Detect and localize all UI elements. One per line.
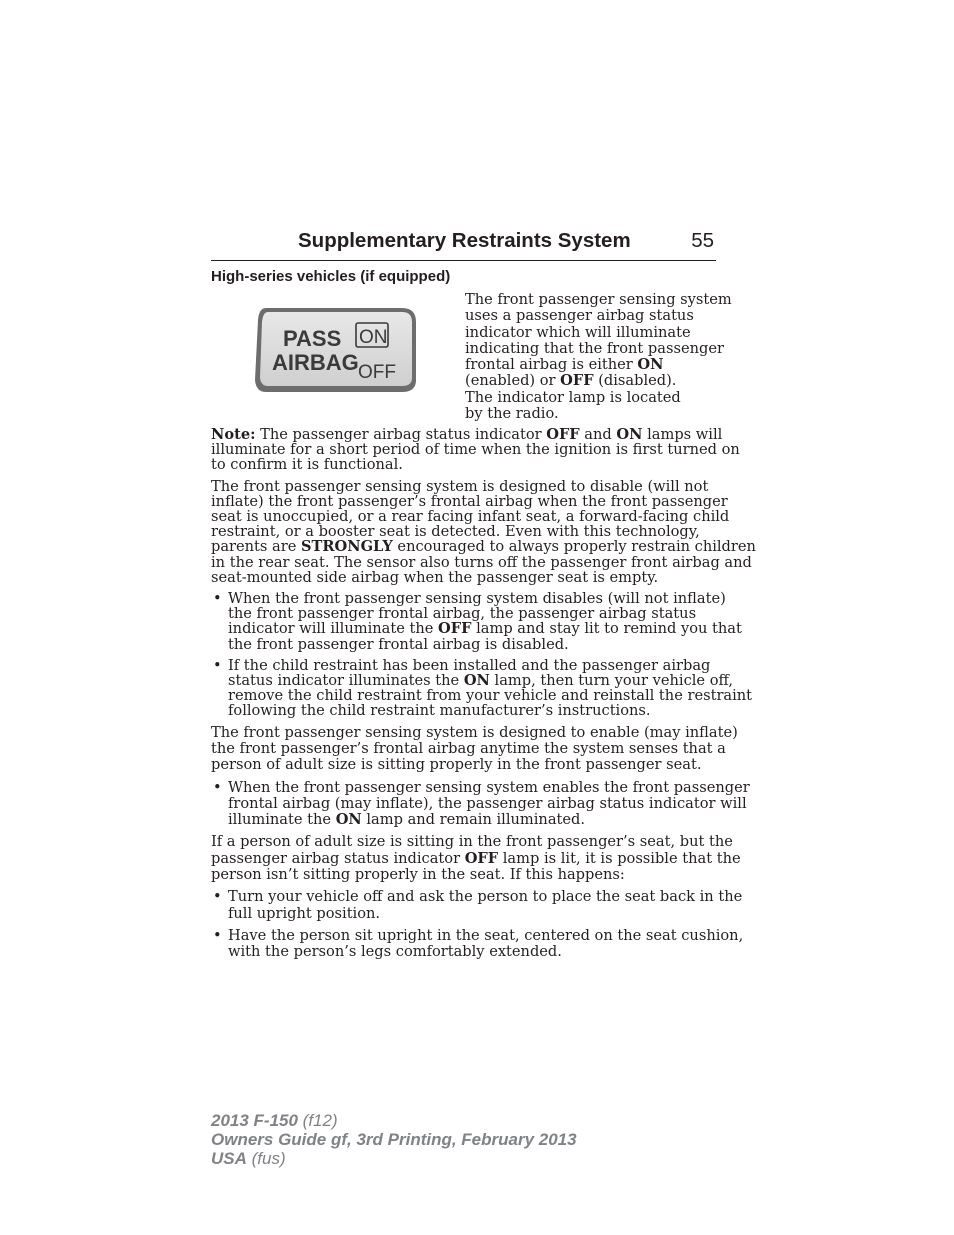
bullet-icon: • xyxy=(213,926,222,944)
bullet-icon: • xyxy=(213,888,222,906)
list-item: • Turn your vehicle off and ask the person to place the seat back in the full upright position. xyxy=(213,888,743,922)
on-term: ON xyxy=(637,356,664,374)
text-line: by the radio. xyxy=(465,405,559,423)
list-item: • If the child restraint has been installed and the passenger airbag status indicator illuminates the ON lamp, then turn your vehicle off, remove the child restraint from your vehicle and reinstall the restraint following the child restraint manufacturer’s instructions. xyxy=(213,656,753,720)
footer-market-line: USA (fus) xyxy=(211,1149,286,1168)
page-number: 55 xyxy=(691,229,714,252)
text-line: frontal airbag is either ON xyxy=(465,356,664,374)
text-line: indicator which will illuminate xyxy=(465,323,691,341)
on-label: ON xyxy=(359,327,388,348)
strongly-term: STRONGLY xyxy=(301,538,393,556)
note-paragraph: Note: The passenger airbag status indicator OFF and ON lamps will illuminate for a short period of time when the ignition is first turned on to confirm it is functional. xyxy=(211,426,740,474)
airbag-label: AIRBAG xyxy=(272,350,359,375)
text-line: (enabled) or OFF (disabled). xyxy=(465,372,677,390)
bullet-icon: • xyxy=(213,656,222,674)
note-label: Note: xyxy=(211,426,256,443)
body-text xyxy=(211,426,756,967)
footer-edition-line: Owners Guide gf, 3rd Printing, February 2013 xyxy=(211,1130,577,1149)
page-header xyxy=(211,229,716,261)
bullet-icon: • xyxy=(213,778,222,796)
text-line: The front passenger sensing system xyxy=(465,291,732,308)
pass-label: PASS xyxy=(283,326,342,351)
bullet-icon: • xyxy=(213,590,222,608)
text-line: The indicator lamp is located xyxy=(465,388,681,406)
text-line: uses a passenger airbag status xyxy=(465,307,694,325)
paragraph: The front passenger sensing system is designed to disable (will not inflate) the front passenger’s frontal airbag when the front passenger seat is unoccupied, or a rear facing infant seat, a forward-facing child restraint, or a booster seat is detected. Even with this technology, parents are STRONGLY encouraged to always properly restrain children in the rear seat. The sensor also turns off the passenger front airbag and seat-mounted side airbag when the passenger seat is empty. xyxy=(211,477,756,586)
text-line: indicating that the front passenger xyxy=(465,339,724,357)
list-item: • When the front passenger sensing system enables the front passenger frontal airbag (may inflate), the passenger airbag status indicator will illuminate the ON lamp and remain illuminated. xyxy=(213,778,750,829)
footer-model-line: 2013 F-150 (f12) xyxy=(211,1111,338,1130)
off-term: OFF xyxy=(560,372,594,390)
off-label: OFF xyxy=(358,362,396,383)
intro-paragraph xyxy=(465,291,732,423)
list-item: • Have the person sit upright in the seat, centered on the seat cushion, with the person’s legs comfortably extended. xyxy=(213,926,744,961)
section-title: Supplementary Restraints System xyxy=(298,229,631,252)
page-footer xyxy=(211,1111,577,1168)
paragraph: If a person of adult size is sitting in the front passenger’s seat, but the passenger airbag status indicator OFF lamp is lit, it is possible that the person isn’t sitting properly in the seat. If this happens: xyxy=(211,833,741,884)
passenger-airbag-indicator-image xyxy=(252,306,418,395)
subheading: High-series vehicles (if equipped) xyxy=(211,268,451,285)
list-item: • When the front passenger sensing system disables (will not inflate) the front passenger frontal airbag, the passenger airbag status indicator will illuminate the OFF lamp and stay lit to remind you that the front passenger frontal airbag is disabled. xyxy=(213,590,742,653)
paragraph: The front passenger sensing system is designed to enable (may inflate) the front passenger’s frontal airbag anytime the system senses that a person of adult size is sitting properly in the front passenger seat. xyxy=(211,723,738,774)
